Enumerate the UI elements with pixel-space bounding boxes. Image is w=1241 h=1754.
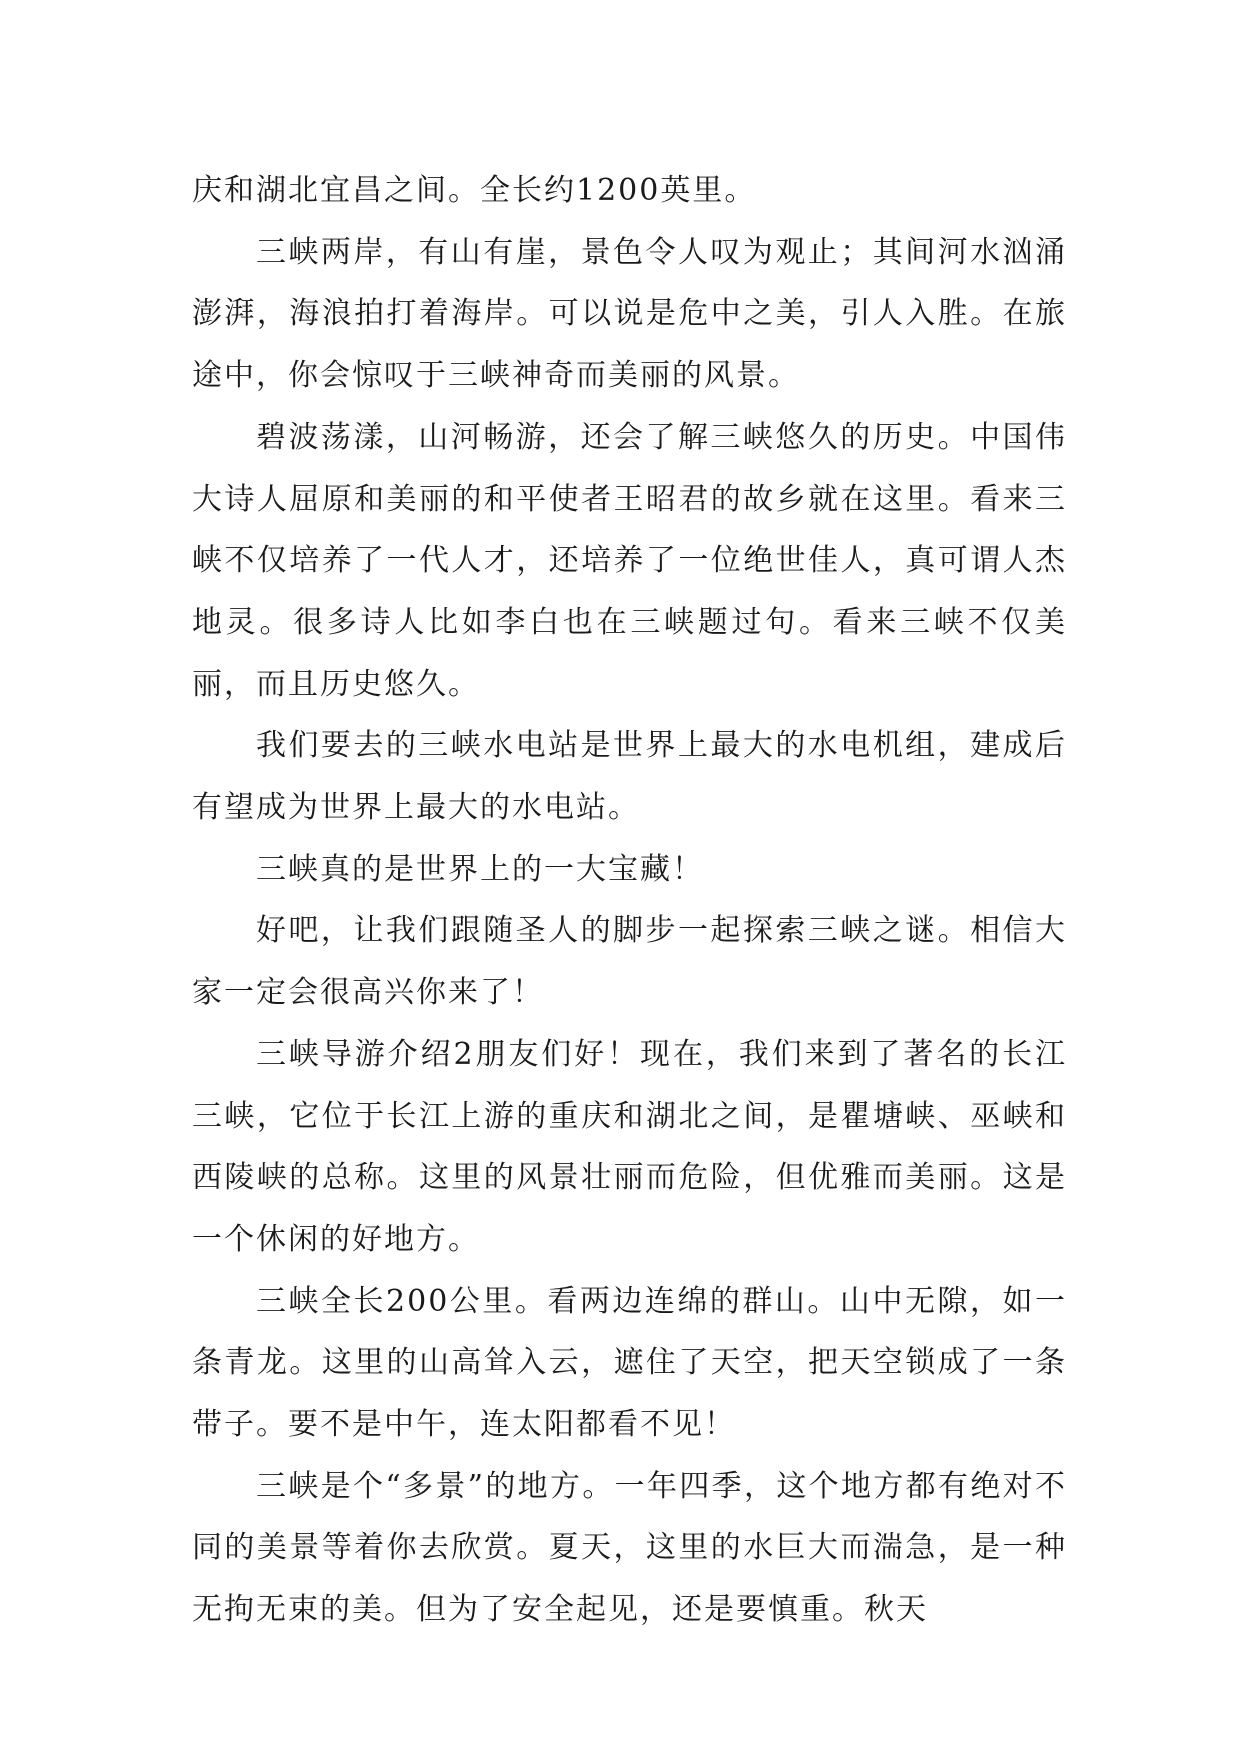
paragraph: 好吧，让我们跟随圣人的脚步一起探索三峡之谜。相信大家一定会很高兴你来了！: [192, 913, 1067, 1011]
paragraph: 碧波荡漾，山河畅游，还会了解三峡悠久的历史。中国伟大诗人屈原和美丽的和平使者王昭君的故乡就在这里。看来三峡不仅培养了一代人才，还培养了一位绝世佳人，真可谓人杰地灵。很多诗人比如李白也在三峡题过句。看来三峡不仅美丽，而且历史悠久。: [192, 419, 1067, 702]
document-body: [192, 160, 1067, 1641]
paragraph: 三峡全长200公里。看两边连绵的群山。山中无隙，如一条青龙。这里的山高耸入云，遮住了天空，把天空锁成了一条带子。要不是中午，连太阳都看不见！: [192, 1283, 1067, 1443]
paragraph: 三峡两岸，有山有崖，景色令人叹为观止；其间河水汹涌澎湃，海浪拍打着海岸。可以说是危中之美，引人入胜。在旅途中，你会惊叹于三峡神奇而美丽的风景。: [192, 234, 1067, 394]
paragraph: 庆和湖北宜昌之间。全长约1200英里。: [192, 173, 757, 208]
paragraph: 三峡真的是世界上的一大宝藏！: [256, 851, 704, 887]
paragraph: 三峡是个“多景”的地方。一年四季，这个地方都有绝对不同的美景等着你去欣赏。夏天，这里的水巨大而湍急，是一种无拘无束的美。但为了安全起见，还是要慎重。秋天: [192, 1468, 1067, 1628]
paragraph: 三峡导游介绍2朋友们好！现在，我们来到了著名的长江三峡，它位于长江上游的重庆和湖北之间，是瞿塘峡、巫峡和西陵峡的总称。这里的风景壮丽而危险，但优雅而美丽。这是一个休闲的好地方。: [192, 1036, 1067, 1257]
paragraph: 我们要去的三峡水电站是世界上最大的水电机组，建成后有望成为世界上最大的水电站。: [192, 728, 1067, 826]
